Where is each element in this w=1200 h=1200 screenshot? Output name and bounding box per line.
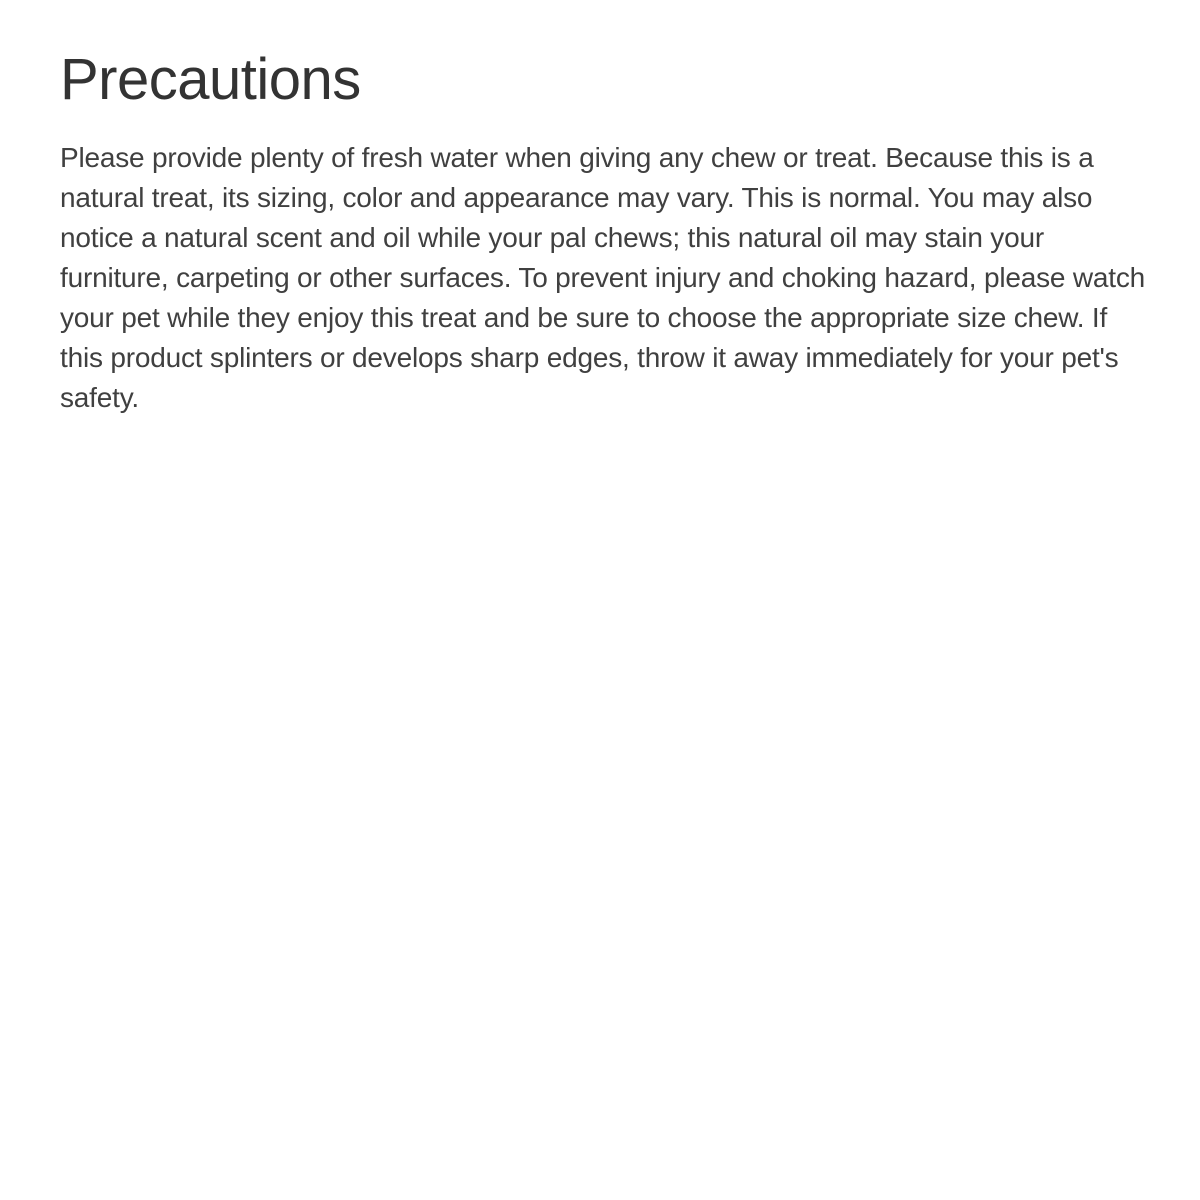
precautions-text: Please provide plenty of fresh water when giving any chew or treat. Because this is a natural treat, its sizing, color and appearance may vary. This is normal. You may also notice a natural scent and oil while your pal chews; this natural oil may stain your furniture, carpeting or other surfaces. To prevent injury and choking hazard, please watch your pet while they enjoy this treat and be sure to choose the appropriate size chew. If this product splinters or develops sharp edges, throw it away immediately for your pet's safety.	[60, 141, 1145, 413]
section-title: Precautions	[60, 47, 361, 112]
precautions-section	[0, 0, 1200, 418]
